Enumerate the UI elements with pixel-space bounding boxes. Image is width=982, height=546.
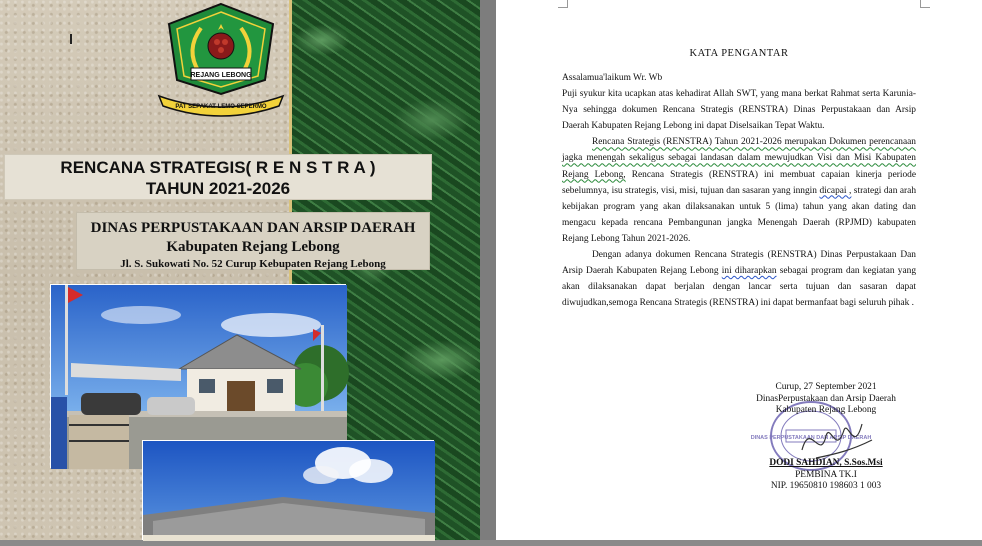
cover-title-line1: RENCANA STRATEGIS( R E N S T R A ) [60, 158, 376, 177]
paragraph-2 [562, 134, 916, 247]
signature-place-date: Curup, 27 September 2021 [775, 382, 877, 392]
greeting: Assalamua'laikum Wr. Wb [562, 73, 663, 83]
paragraph-2-text: Rencana Strategis (RENSTRA) ini membuat capaian kinerja periode sebelumnya, isu strategis, visi, misi, tujuan dan sasaran yang inngin [562, 169, 916, 196]
agency-address: Jl. S. Sukowati No. 52 Curup Kebupaten Rejang Lebong [120, 258, 386, 270]
cover-page [0, 0, 480, 540]
document-page[interactable] [496, 0, 982, 540]
signature-block [736, 382, 916, 417]
agency-regency: Kabupaten Rejang Lebong [166, 239, 340, 255]
margin-corner-mark [558, 0, 568, 8]
signatory-name: DODI SAHDIAN, S.Sos.Msi [769, 458, 883, 468]
library-building-photo [142, 440, 434, 540]
paragraph-3 [562, 247, 916, 311]
paragraph-1: Puji syukur kita ucapkan atas kehadirat Allah SWT, yang mana berkat Rahmat serta Karunia-Nya sehingga dokumen Rencana Strategis (RENSTRA) Dinas Perpustakaan dan Arsip Daerah Kabupaten Rejang Lebong ini dapat Diselsaikan Tepat Waktu. [562, 89, 916, 132]
stamp-text: DINAS PERPUSTAKAAN DAN ARSIP DAERAH [750, 435, 872, 441]
margin-corner-mark [920, 0, 930, 8]
paragraph-3-text-end: sebagai program dan kegiatan yang akan dilaksanakan dapat berjalan dengan lancar serta tujuan dan sasaran dapat diwujudkan,semoga Rencana Strategis (RENSTRA) ini dapat bermanfaat bagi seluruh pihak . [562, 266, 917, 309]
text-cursor [70, 34, 72, 44]
rejang-lebong-logo [155, 2, 287, 114]
signatory-nip: NIP. 19650810 198603 1 003 [770, 481, 882, 492]
logo-motto-text: PAT SEPAKAT LEMO SEPERMO [175, 104, 267, 110]
cover-title-line2: TAHUN 2021-2026 [145, 179, 291, 198]
document-body[interactable] [562, 70, 916, 311]
paragraph-3-text: Dengan adanya dokumen Rencana Strategis (RENSTRA) Dinas Perpustakaan Dan Arsip Daerah Kabupaten Rejang Lebong [562, 250, 916, 277]
paragraph-3-flagged-word: ini diharapkan [721, 266, 777, 277]
logo-ribbon-text: REJANG LEBONG [190, 72, 252, 79]
paragraph-2-flagged-text: Rencana Strategis (RENSTRA) Tahun 2021-2026 merupakan Dokumen perencanaan jagka menengah sekaligus sebagai landasan dalam mewujudkan Visi dan Misi Kabupaten Rejang Lebong, [562, 137, 916, 180]
cover-agency [76, 212, 430, 270]
paragraph-2-text-end: strategi dan arah kebijakan program yang akan dilaksanakan untuk 5 (lima) tahun yang akan dating dan mengacu kepada rencana Pembangunan jangka Menengah Daerah (RPJMD) kabupaten Rejang Lebong Tahun 2021-2026. [562, 185, 917, 244]
document-heading: KATA PENGANTAR [689, 48, 789, 59]
signatory [736, 458, 916, 493]
signature-regency: Kabupaten Rejang Lebong [775, 405, 877, 416]
cover-title [4, 154, 432, 200]
paragraph-2-flagged-word: dicapai , [819, 185, 852, 196]
signature-office: DinasPerpustakaan dan Arsip Daerah [756, 393, 896, 404]
agency-name: DINAS PERPUSTAKAAN DAN ARSIP DAERAH [90, 220, 416, 236]
page-gap [480, 0, 496, 540]
signatory-rank: PEMBINA TK.I [795, 469, 857, 480]
